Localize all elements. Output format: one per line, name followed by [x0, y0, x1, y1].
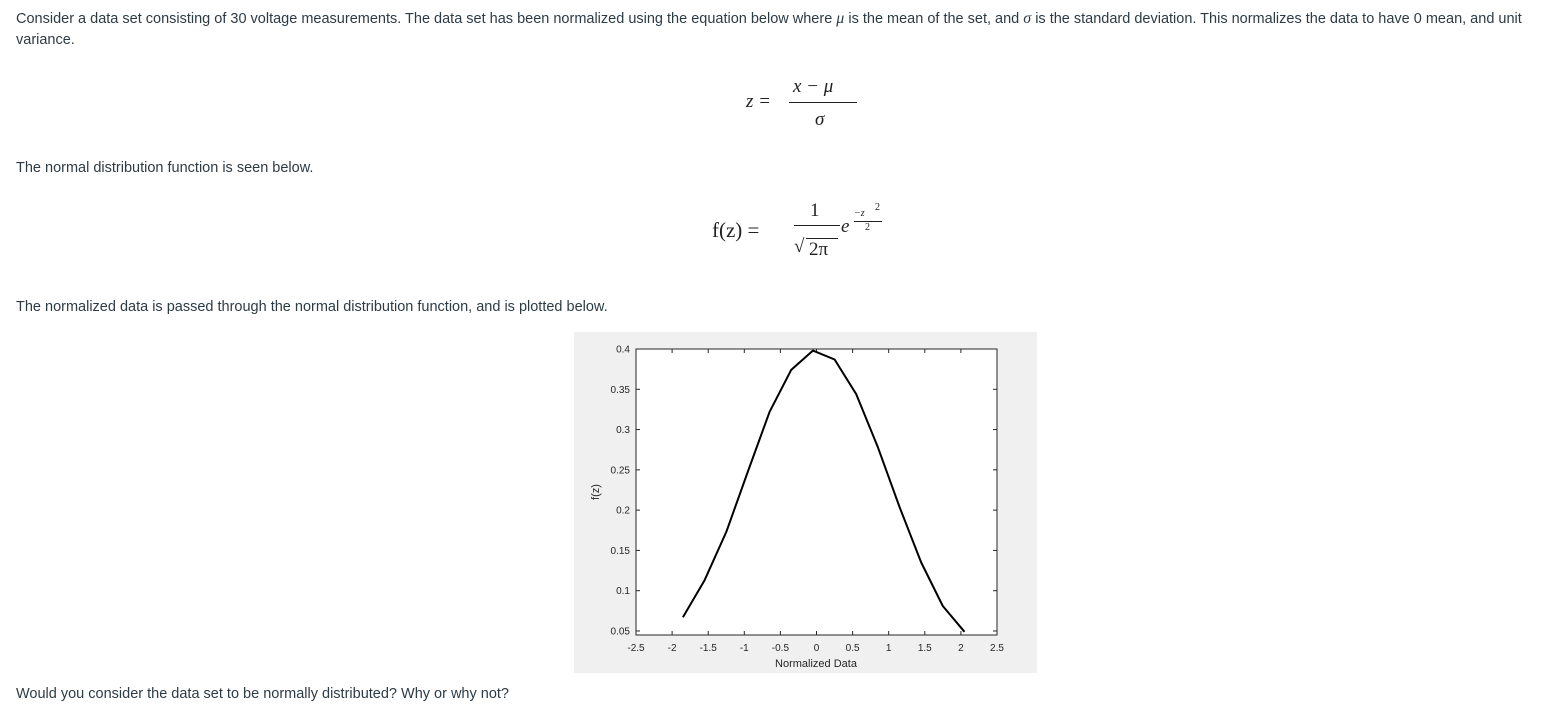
y-tick-label: 0.25: [610, 465, 630, 477]
plotted-text: The normalized data is passed through the normal distribution function, and is plotted below.: [16, 299, 608, 315]
x-tick-label: 1: [885, 643, 892, 654]
y-axis-label: f(z): [590, 484, 602, 500]
y-tick-label: 0.1: [616, 586, 630, 598]
intro-text-part-3: is the standard deviation. This normalizes the data to have 0 mean, and unit variance.: [16, 11, 1522, 48]
z-equation-denominator: σ: [815, 109, 825, 130]
f-exponent-power: 2: [875, 202, 880, 213]
f-equation-lhs: f(z) =: [712, 218, 760, 242]
y-tick-label: 0.05: [610, 626, 630, 638]
sigma-symbol: σ: [1023, 10, 1032, 27]
x-tick-label: -2.5: [627, 643, 645, 654]
x-tick-label: -1: [739, 643, 749, 654]
f-radical-sign: √: [794, 236, 805, 257]
x-tick-label: 2.5: [990, 643, 1004, 654]
z-fraction-bar: [789, 102, 857, 103]
x-tick-label: -0.5: [771, 643, 790, 654]
y-tick-label: 0.4: [616, 344, 630, 356]
f-exponent-numerator: −z: [854, 208, 865, 219]
x-tick-label: 0.5: [845, 643, 860, 654]
y-tick-label: 0.3: [616, 425, 630, 437]
x-tick-labels: [627, 643, 1004, 654]
f-radicand: 2π: [809, 239, 829, 260]
y-tick-label: 0.15: [610, 545, 630, 557]
intro-paragraph: [16, 8, 1552, 51]
f-exponential-base: e: [841, 216, 850, 237]
line-chart: [574, 332, 1037, 673]
y-tick-label: 0.35: [610, 384, 630, 396]
x-tick-label: 2: [958, 643, 964, 654]
mu-symbol: μ: [836, 10, 845, 27]
f-fraction-bar: [794, 225, 840, 226]
x-tick-label: -1.5: [699, 643, 717, 654]
f-exponent-denominator: 2: [865, 222, 870, 233]
z-equation-lhs: z =: [746, 91, 771, 112]
z-equation-numerator: x − μ: [793, 76, 834, 97]
chart-panel: [574, 332, 1037, 673]
question-text: Would you consider the data set to be normally distributed? Why or why not?: [16, 686, 509, 702]
f-equation-numerator: 1: [810, 200, 820, 221]
normal-function-text: The normal distribution function is seen below.: [16, 160, 314, 176]
y-tick-labels: [611, 345, 631, 638]
y-tick-label: 0.2: [616, 505, 630, 517]
x-axis-label: Normalized Data: [775, 658, 857, 670]
intro-text-part-2: is the mean of the set, and: [844, 11, 1024, 27]
x-tick-label: -2: [667, 643, 677, 654]
intro-text-part-1: Consider a data set consisting of 30 voltage measurements. The data set has been normalized using the equation below where: [16, 11, 837, 27]
x-tick-label: 0: [813, 643, 820, 654]
plot-area: [636, 349, 997, 635]
x-tick-label: 1.5: [917, 643, 932, 654]
